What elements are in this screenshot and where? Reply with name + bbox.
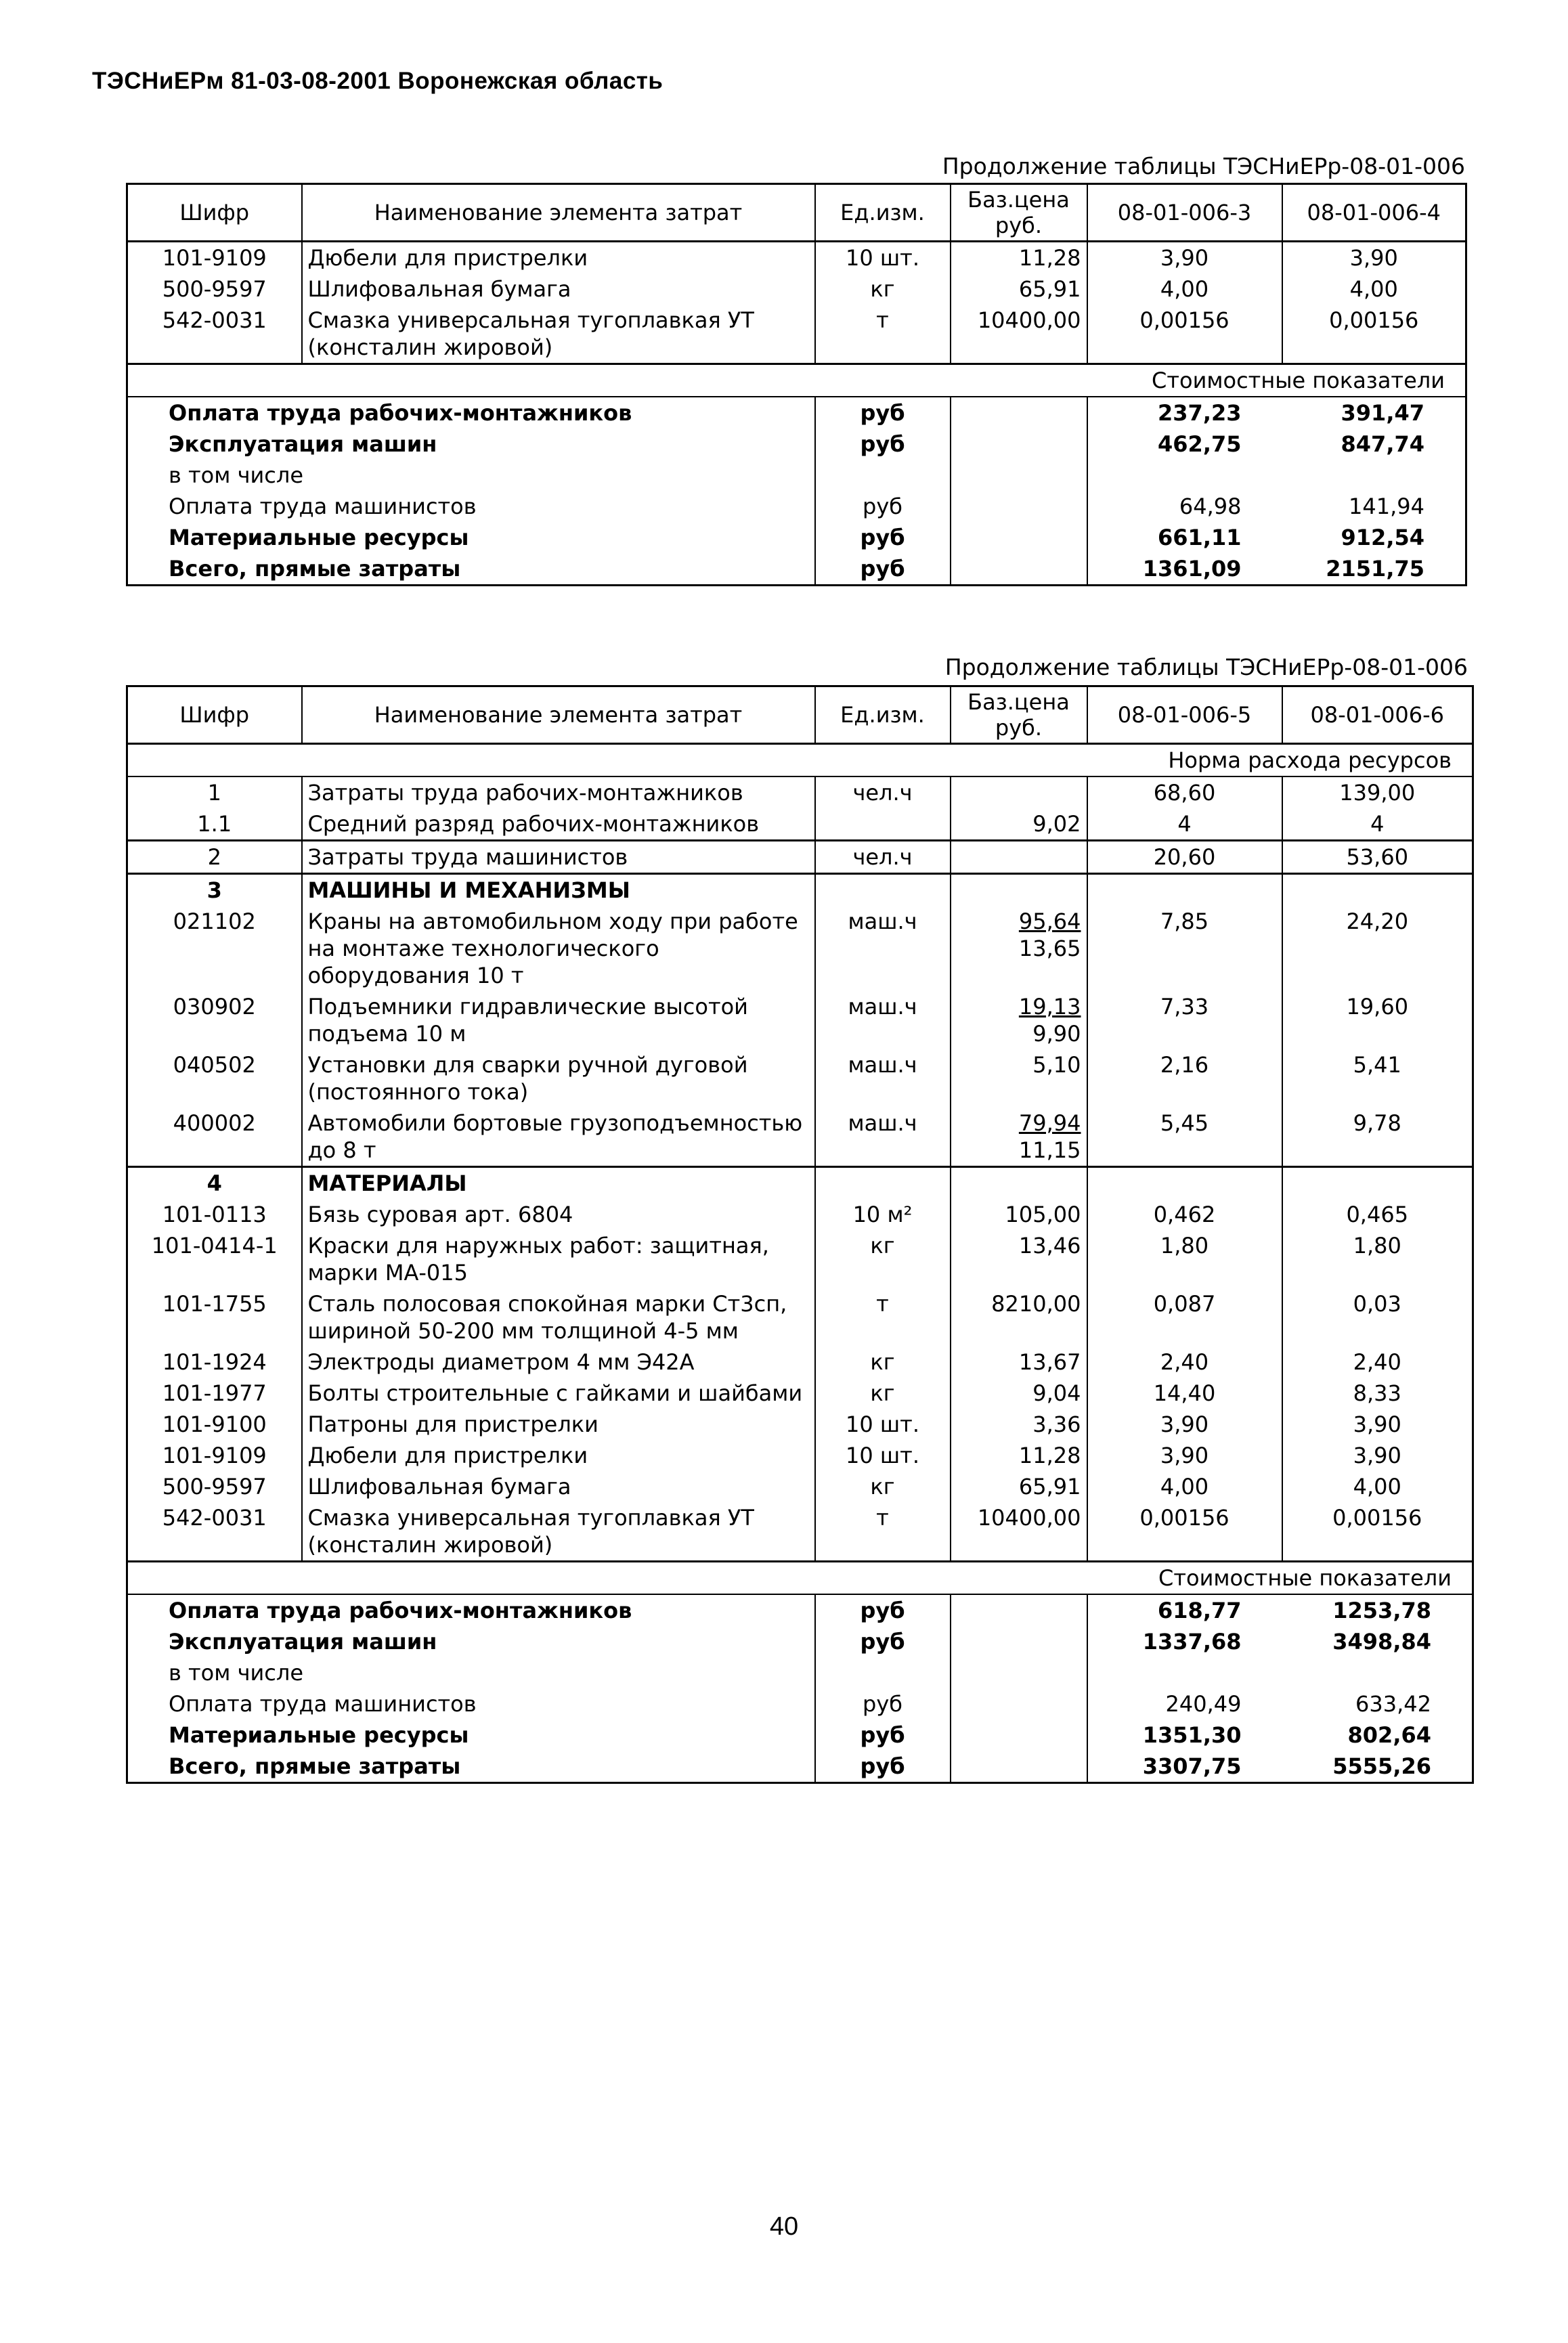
column-header: 08-01-006-3 [1087, 184, 1282, 242]
base-price-value: 19,13 [1018, 994, 1081, 1020]
unit-cell: кг [815, 1378, 951, 1409]
resource-code: 101-0414-1 [127, 1230, 302, 1288]
base-price-cell [951, 991, 1087, 1049]
norm-value-col1: 5,45 [1087, 1108, 1282, 1167]
cost-value-col1: 462,75 [1087, 429, 1282, 460]
norm-value-col1: 3,90 [1087, 1409, 1282, 1440]
norm-value-col1 [1087, 1167, 1282, 1200]
cost-base-empty [951, 460, 1087, 491]
cost-name: Эксплуатация машин [169, 1629, 437, 1655]
cost-name: Эксплуатация машин [169, 431, 437, 457]
unit-cell: т [815, 1502, 951, 1562]
cost-value-col2 [1282, 460, 1466, 491]
cost-unit: руб [815, 553, 951, 586]
norm-value-col1: 2,16 [1087, 1049, 1282, 1108]
cost-value-col2: 3498,84 [1332, 1629, 1431, 1655]
unit-cell: кг [815, 1346, 951, 1378]
cost-name: в том числе [169, 1660, 303, 1686]
norm-value-col1: 7,33 [1087, 991, 1282, 1049]
cost-row [127, 1688, 1473, 1720]
norm-value-col2: 0,00156 [1282, 1502, 1473, 1562]
norm-header: Норма расхода ресурсов [127, 744, 1473, 777]
resource-name: Дюбели для пристрелки [302, 242, 815, 274]
cost-value-col2: 1253,78 [1332, 1598, 1431, 1623]
table-row [127, 1378, 1473, 1409]
column-header: Наименование элемента затрат [302, 686, 815, 744]
resource-name: Дюбели для пристрелки [302, 1440, 815, 1471]
cost-row [127, 1751, 1473, 1783]
column-header: 08-01-006-5 [1087, 686, 1282, 744]
table-row [127, 906, 1473, 991]
resource-code: 101-1924 [127, 1346, 302, 1378]
cost-unit: руб [815, 1626, 951, 1657]
norm-value-col2: 8,33 [1282, 1378, 1473, 1409]
cost-name: Материальные ресурсы [169, 1722, 469, 1748]
base-price-value: 11,28 [1018, 245, 1081, 271]
unit-cell: кг [815, 1230, 951, 1288]
table-row [127, 1108, 1473, 1167]
norm-value-col2: 139,00 [1282, 776, 1473, 808]
base-price-value: 65,91 [1018, 1474, 1081, 1499]
table-header-row [127, 686, 1473, 744]
norm-value-col2: 0,465 [1282, 1199, 1473, 1230]
cost-row [127, 429, 1466, 460]
cost-row [127, 1594, 1473, 1626]
resource-name: Шлифовальная бумага [302, 273, 815, 305]
table-row [127, 808, 1473, 841]
cost-value-col2: 141,94 [1349, 494, 1424, 519]
cost-value-col2: 2151,75 [1326, 556, 1424, 582]
unit-cell: т [815, 1288, 951, 1346]
resource-name: Смазка универсальная тугоплавкая УТ (консталин жировой) [302, 1502, 815, 1562]
unit-cell: 10 м² [815, 1199, 951, 1230]
resource-table-1 [126, 183, 1467, 586]
resource-code: 101-9109 [127, 242, 302, 274]
norm-value-col1: 0,00156 [1087, 1502, 1282, 1562]
table-row [127, 305, 1466, 364]
resource-code: 542-0031 [127, 305, 302, 364]
unit-cell: маш.ч [815, 906, 951, 991]
cost-value-col1: 237,23 [1087, 397, 1282, 429]
norm-value-col2 [1282, 874, 1473, 906]
norm-value-col1: 0,087 [1087, 1288, 1282, 1346]
norm-value-col2: 19,60 [1282, 991, 1473, 1049]
norm-value-col1: 1,80 [1087, 1230, 1282, 1288]
resource-code: 2 [127, 841, 302, 874]
norm-value-col1: 68,60 [1087, 776, 1282, 808]
cost-base-empty [951, 1688, 1087, 1720]
table-row [127, 1346, 1473, 1378]
cost-value-col2: 802,64 [1347, 1722, 1431, 1748]
cost-unit [815, 460, 951, 491]
table-row [127, 1502, 1473, 1562]
base-price-cell [951, 1409, 1087, 1440]
norm-value-col1: 2,40 [1087, 1346, 1282, 1378]
resource-name: Краны на автомобильном ходу при работе на монтаже технологического оборудования 10 т [302, 906, 815, 991]
resource-name: Установки для сварки ручной дуговой (постоянного тока) [302, 1049, 815, 1108]
section-row [127, 874, 1473, 906]
cost-header: Стоимостные показатели [127, 364, 1466, 397]
norm-value-col2: 4 [1282, 808, 1473, 841]
cost-name: Всего, прямые затраты [169, 1753, 461, 1779]
unit-cell: чел.ч [815, 841, 951, 874]
norm-value-col1: 20,60 [1087, 841, 1282, 874]
resource-name: Средний разряд рабочих-монтажников [302, 808, 815, 841]
resource-code: 030902 [127, 991, 302, 1049]
cost-value-col2: 912,54 [1341, 525, 1424, 550]
base-price-cell [951, 1049, 1087, 1108]
base-price-cell [951, 305, 1087, 364]
base-price-cell [951, 906, 1087, 991]
table-row [127, 776, 1473, 808]
base-price-cell [951, 1440, 1087, 1471]
cost-row [127, 397, 1466, 429]
base-price-cell [951, 1108, 1087, 1167]
norm-value-col2: 9,78 [1282, 1108, 1473, 1167]
cost-value-col1: 240,49 [1087, 1688, 1282, 1720]
cost-name: в том числе [169, 462, 303, 488]
table-row [127, 1288, 1473, 1346]
norm-value-col1: 7,85 [1087, 906, 1282, 991]
cost-base-empty [951, 522, 1087, 553]
base-price-value: 9,02 [1032, 811, 1081, 837]
machinist-wage-value: 9,90 [1032, 1021, 1081, 1047]
cost-value-col1 [1087, 460, 1282, 491]
unit-cell: чел.ч [815, 776, 951, 808]
norm-value-col1 [1087, 874, 1282, 906]
base-price-cell [951, 841, 1087, 874]
base-price-cell [951, 273, 1087, 305]
document-title: ТЭСНиЕРм 81-03-08-2001 Воронежская область [92, 68, 663, 94]
cost-unit [815, 1657, 951, 1688]
table-row [127, 1409, 1473, 1440]
cost-base-empty [951, 1720, 1087, 1751]
column-header: Ед.изм. [815, 184, 951, 242]
base-price-cell [951, 242, 1087, 274]
resource-code: 3 [127, 874, 302, 906]
column-header: 08-01-006-4 [1282, 184, 1466, 242]
unit-cell: маш.ч [815, 1049, 951, 1108]
base-price-cell [951, 1346, 1087, 1378]
resource-name: Автомобили бортовые грузоподъемностью до 8 т [302, 1108, 815, 1167]
table-row [127, 991, 1473, 1049]
resource-code: 040502 [127, 1049, 302, 1108]
base-price-value: 13,46 [1018, 1233, 1081, 1258]
cost-value-col1: 64,98 [1087, 491, 1282, 522]
resource-name: Бязь суровая арт. 6804 [302, 1199, 815, 1230]
resource-code: 542-0031 [127, 1502, 302, 1562]
norm-value-col2: 2,40 [1282, 1346, 1473, 1378]
unit-cell [815, 808, 951, 841]
unit-cell: 10 шт. [815, 1409, 951, 1440]
cost-row [127, 460, 1466, 491]
table-header-row [127, 184, 1466, 242]
resource-code: 4 [127, 1167, 302, 1200]
unit-cell: маш.ч [815, 1108, 951, 1167]
page-number: 40 [769, 2212, 799, 2241]
table-row [127, 841, 1473, 874]
cost-base-empty [951, 429, 1087, 460]
table-row [127, 1199, 1473, 1230]
machinist-wage-value: 11,15 [1018, 1137, 1081, 1163]
resource-name: Патроны для пристрелки [302, 1409, 815, 1440]
base-price-cell [951, 1230, 1087, 1288]
column-header: Баз.цена руб. [951, 686, 1087, 744]
norm-value-col2: 3,90 [1282, 1440, 1473, 1471]
resource-code: 101-0113 [127, 1199, 302, 1230]
base-price-cell [951, 1378, 1087, 1409]
cost-header-row [127, 364, 1466, 397]
column-header: Шифр [127, 184, 302, 242]
resource-code: 101-1977 [127, 1378, 302, 1409]
cost-unit: руб [815, 1751, 951, 1783]
column-header: 08-01-006-6 [1282, 686, 1473, 744]
cost-base-empty [951, 1594, 1087, 1626]
unit-cell: 10 шт. [815, 1440, 951, 1471]
resource-name: МАШИНЫ И МЕХАНИЗМЫ [302, 874, 815, 906]
cost-name: Оплата труда рабочих-монтажников [169, 1598, 632, 1623]
unit-cell: т [815, 305, 951, 364]
unit-cell [815, 1167, 951, 1200]
resource-name: Подъемники гидравлические высотой подъема 10 м [302, 991, 815, 1049]
norm-value-col1: 4,00 [1087, 273, 1282, 305]
base-price-value: 3,36 [1032, 1411, 1081, 1437]
cost-unit: руб [815, 1720, 951, 1751]
base-price-value: 105,00 [1005, 1202, 1081, 1227]
cost-base-empty [951, 1657, 1087, 1688]
norm-value-col2: 24,20 [1282, 906, 1473, 991]
base-price-cell [951, 1167, 1087, 1200]
unit-cell [815, 874, 951, 906]
resource-name: Электроды диаметром 4 мм Э42А [302, 1346, 815, 1378]
norm-value-col1: 3,90 [1087, 242, 1282, 274]
norm-value-col1: 14,40 [1087, 1378, 1282, 1409]
unit-cell: кг [815, 1471, 951, 1502]
base-price-value: 65,91 [1018, 276, 1081, 302]
base-price-value: 10400,00 [977, 307, 1081, 333]
base-price-value: 9,04 [1032, 1380, 1081, 1406]
cost-base-empty [951, 553, 1087, 586]
cost-name: Оплата труда рабочих-монтажников [169, 400, 632, 426]
resource-code: 1 [127, 776, 302, 808]
norm-value-col2: 3,90 [1282, 1409, 1473, 1440]
cost-unit: руб [815, 522, 951, 553]
cost-unit: руб [815, 397, 951, 429]
cost-unit: руб [815, 429, 951, 460]
column-header: Наименование элемента затрат [302, 184, 815, 242]
norm-value-col2: 4,00 [1282, 273, 1466, 305]
resource-name: МАТЕРИАЛЫ [302, 1167, 815, 1200]
column-header: Ед.изм. [815, 686, 951, 744]
base-price-value: 79,94 [1018, 1110, 1081, 1136]
base-price-value: 5,10 [1032, 1052, 1081, 1078]
base-price-value: 13,67 [1018, 1349, 1081, 1375]
resource-code: 500-9597 [127, 273, 302, 305]
cost-value-col1: 618,77 [1087, 1594, 1282, 1626]
cost-unit: руб [815, 1594, 951, 1626]
machinist-wage-value: 13,65 [1018, 936, 1081, 961]
table1-caption: Продолжение таблицы ТЭСНиЕРр-08-01-006 [942, 153, 1465, 179]
column-header: Баз.цена руб. [951, 184, 1087, 242]
cost-row [127, 491, 1466, 522]
cost-value-col2: 391,47 [1341, 400, 1424, 426]
cost-unit: руб [815, 1688, 951, 1720]
resource-name: Болты строительные с гайками и шайбами [302, 1378, 815, 1409]
section-row [127, 1167, 1473, 1200]
cost-value-col1: 1351,30 [1087, 1720, 1282, 1751]
cost-header: Стоимостные показатели [127, 1562, 1473, 1595]
table-row [127, 273, 1466, 305]
cost-name: Оплата труда машинистов [169, 1691, 477, 1717]
cost-row [127, 522, 1466, 553]
cost-value-col2: 847,74 [1341, 431, 1424, 457]
cost-name: Всего, прямые затраты [169, 556, 461, 582]
cost-base-empty [951, 491, 1087, 522]
cost-value-col1: 1337,68 [1087, 1626, 1282, 1657]
cost-name: Материальные ресурсы [169, 525, 469, 550]
norm-value-col2: 0,00156 [1282, 305, 1466, 364]
cost-value-col2: 633,42 [1355, 1691, 1431, 1717]
base-price-value: 11,28 [1018, 1443, 1081, 1468]
cost-value-col2: 5555,26 [1332, 1753, 1431, 1779]
norm-value-col2: 4,00 [1282, 1471, 1473, 1502]
resource-name: Шлифовальная бумага [302, 1471, 815, 1502]
norm-value-col1: 4 [1087, 808, 1282, 841]
base-price-cell [951, 1502, 1087, 1562]
base-price-cell [951, 1288, 1087, 1346]
column-header: Шифр [127, 686, 302, 744]
base-price-value: 10400,00 [977, 1505, 1081, 1531]
cost-header-row [127, 1562, 1473, 1595]
base-price-cell [951, 808, 1087, 841]
resource-code: 1.1 [127, 808, 302, 841]
cost-value-col1: 1361,09 [1087, 553, 1282, 586]
cost-value-col1 [1087, 1657, 1282, 1688]
resource-name: Сталь полосовая спокойная марки Ст3сп, шириной 50-200 мм толщиной 4-5 мм [302, 1288, 815, 1346]
unit-cell: кг [815, 273, 951, 305]
resource-code: 101-9100 [127, 1409, 302, 1440]
norm-value-col2 [1282, 1167, 1473, 1200]
resource-code: 101-9109 [127, 1440, 302, 1471]
resource-code: 101-1755 [127, 1288, 302, 1346]
norm-value-col2: 53,60 [1282, 841, 1473, 874]
norm-value-col1: 3,90 [1087, 1440, 1282, 1471]
resource-name: Затраты труда машинистов [302, 841, 815, 874]
cost-row [127, 553, 1466, 586]
cost-row [127, 1720, 1473, 1751]
cost-base-empty [951, 1626, 1087, 1657]
base-price-value: 95,64 [1018, 908, 1081, 934]
unit-cell: 10 шт. [815, 242, 951, 274]
norm-value-col1: 4,00 [1087, 1471, 1282, 1502]
base-price-cell [951, 1471, 1087, 1502]
resource-name: Краски для наружных работ: защитная, марки МА-015 [302, 1230, 815, 1288]
cost-value-col2 [1282, 1657, 1473, 1688]
table2-caption: Продолжение таблицы ТЭСНиЕРр-08-01-006 [944, 654, 1468, 680]
table-row [127, 1440, 1473, 1471]
norm-value-col2: 0,03 [1282, 1288, 1473, 1346]
resource-code: 500-9597 [127, 1471, 302, 1502]
base-price-cell [951, 1199, 1087, 1230]
table-row [127, 1230, 1473, 1288]
cost-row [127, 1626, 1473, 1657]
norm-value-col2: 1,80 [1282, 1230, 1473, 1288]
cost-value-col1: 661,11 [1087, 522, 1282, 553]
norm-value-col1: 0,00156 [1087, 305, 1282, 364]
base-price-cell [951, 776, 1087, 808]
resource-name: Смазка универсальная тугоплавкая УТ (консталин жировой) [302, 305, 815, 364]
base-price-value: 8210,00 [991, 1291, 1081, 1317]
cost-unit: руб [815, 491, 951, 522]
table-row [127, 1049, 1473, 1108]
resource-table-2 [126, 685, 1474, 1784]
table-row [127, 1471, 1473, 1502]
norm-value-col1: 0,462 [1087, 1199, 1282, 1230]
cost-base-empty [951, 1751, 1087, 1783]
table-row [127, 242, 1466, 274]
cost-row [127, 1657, 1473, 1688]
resource-code: 400002 [127, 1108, 302, 1167]
norm-header-row [127, 744, 1473, 777]
base-price-cell [951, 874, 1087, 906]
resource-name: Затраты труда рабочих-монтажников [302, 776, 815, 808]
norm-value-col2: 3,90 [1282, 242, 1466, 274]
cost-value-col1: 3307,75 [1087, 1751, 1282, 1783]
resource-code: 021102 [127, 906, 302, 991]
cost-base-empty [951, 397, 1087, 429]
unit-cell: маш.ч [815, 991, 951, 1049]
cost-name: Оплата труда машинистов [169, 494, 477, 519]
norm-value-col2: 5,41 [1282, 1049, 1473, 1108]
